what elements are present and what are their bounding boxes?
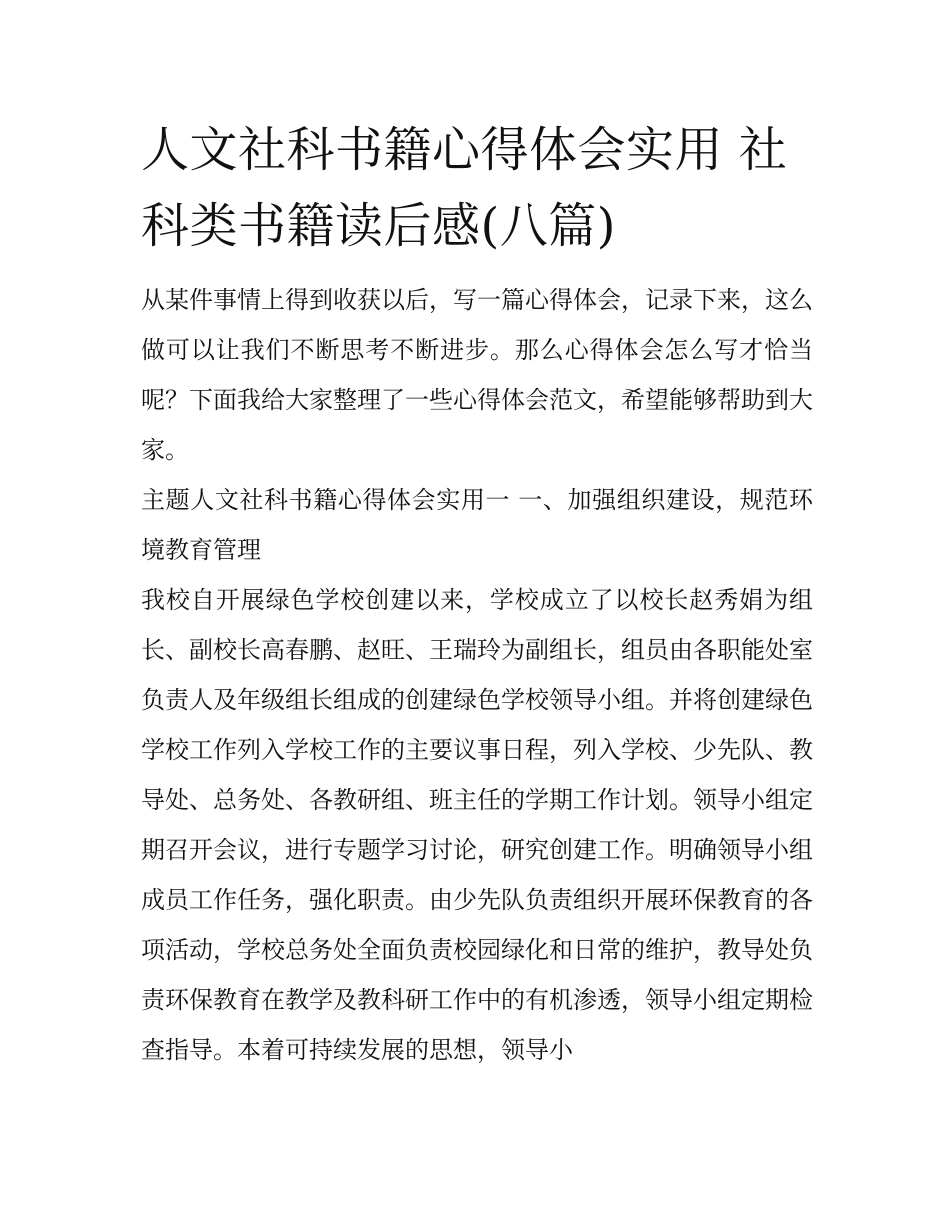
document-body xyxy=(141,112,813,1075)
document-title: 人文社科书籍心得体会实用 社科类书籍读后感(八篇) xyxy=(141,122,788,254)
intro-paragraph: 从某件事情上得到收获以后，写一篇心得体会，记录下来，这么做可以让我们不断思考不断进步。那么心得体会怎么写才恰当呢？下面我给大家整理了一些心得体会范文，希望能够帮助到大家。 xyxy=(141,286,813,464)
section-heading: 主题人文社科书籍心得体会实用一 一、加强组织建设，规范环境教育管理 xyxy=(141,486,813,564)
body-paragraph: 我校自开展绿色学校创建以来，学校成立了以校长赵秀娟为组长、副校长高春鹏、赵旺、王瑞玲为副组长，组员由各职能处室负责人及年级组长组成的创建绿色学校领导小组。并将创建绿色学校工作列入学校工作的主要议事日程，列入学校、少先队、教导处、总务处、各教研组、班主任的学期工作计划。领导小组定期召开会议，进行专题学习讨论，研究创建工作。明确领导小组成员工作任务，强化职责。由少先队负责组织开展环保教育的各项活动，学校总务处全面负责校园绿化和日常的维护，教导处负责环保教育在教学及教科研工作中的有机渗透，领导小组定期检查指导。本着可持续发展的思想，领导小 xyxy=(141,586,813,1064)
